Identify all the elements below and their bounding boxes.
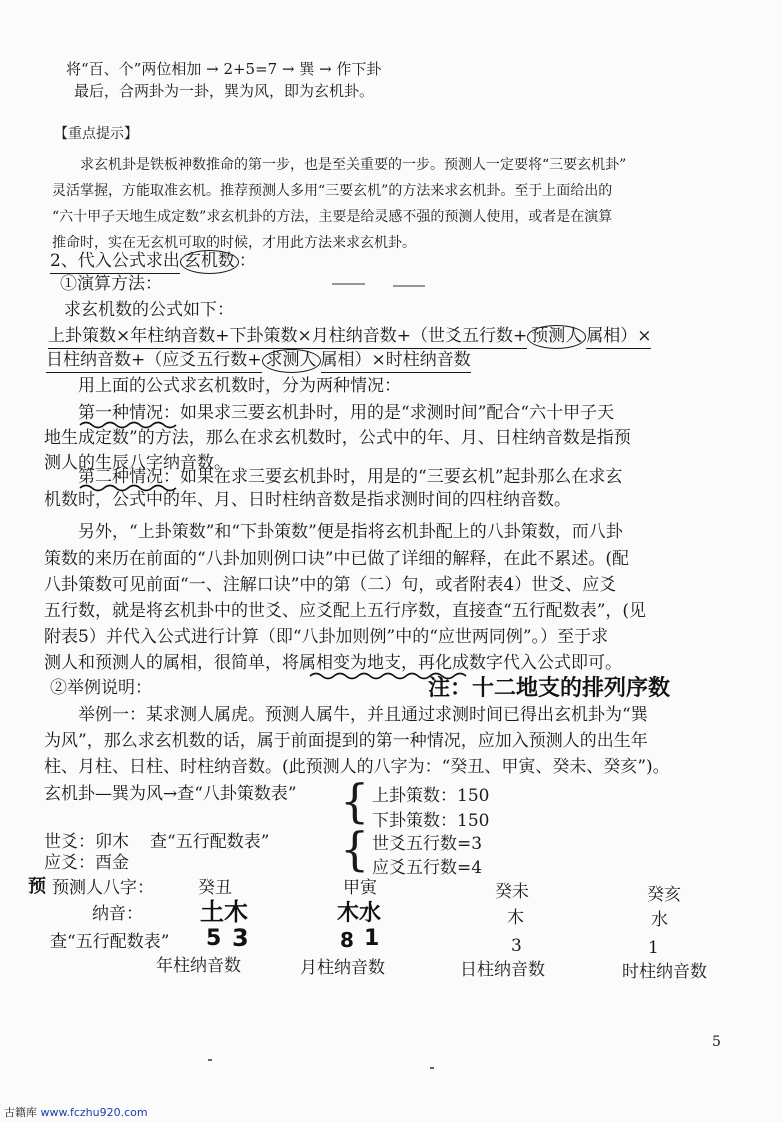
lookup-table-label-2: 查“五行配数表” <box>50 932 170 952</box>
col-label-day: 日柱纳音数 <box>460 960 545 980</box>
pillar-year: 癸丑 <box>198 878 232 898</box>
circled-term: 玄机数 <box>180 250 239 274</box>
lookup-table-label: 查“五行配数表” <box>150 832 270 852</box>
text-line: 为风”，那么求玄机数的话，属于前面提到的第一种情况，应加入预测人的出生年 <box>44 731 648 751</box>
pillar-month: 甲寅 <box>343 878 377 898</box>
formula-part: 属相）× <box>586 326 651 349</box>
text-line: 灵活掌握，方能取准玄机。推荐预测人多用“三要玄机”的方法来求玄机卦。至于上面给出的 <box>52 183 613 199</box>
text-line: 最后，合两卦为一卦，巽为风，即为玄机卦。 <box>74 82 375 100</box>
formula-part: 属相）×时柱纳音数 <box>321 350 471 373</box>
text-line: 五行数，就是将玄机卦中的世爻、应爻配上五行序数，直接查“五行配数表”，(见 <box>44 601 647 621</box>
text-line: 举例一：某求测人属虎。预测人属牛，并且通过求测时间已得出玄机卦为“巽 <box>78 705 648 725</box>
heading-text: 2、代入公式求出 <box>50 251 180 274</box>
ying-yao: 应爻：酉金 <box>44 853 129 873</box>
num-hour: 1 <box>648 938 659 958</box>
site-name: 古籍库 <box>4 1106 37 1119</box>
text-line: 附表5）并代入公式进行计算（即“八卦加则例”中的“应世两同例”。）至于求 <box>44 627 609 647</box>
text-line: 策数的来历在前面的“八卦加则例口诀”中已做了详细的解释，在此不累述。(配 <box>44 549 630 569</box>
handwritten-nayin-month: 木水 <box>337 901 382 926</box>
section-heading: 【重点提示】 <box>54 126 138 142</box>
formula-line-1 <box>48 328 651 345</box>
text-line: 地生成定数”的方法，那么在求玄机数时，公式中的年、月、日柱纳音数是指预 <box>44 428 631 448</box>
bazi-label: 预测人八字： <box>52 878 154 898</box>
text-line: 另外，“上卦策数”和“下卦策数”便是指将玄机卦配上的八卦策数，而八卦 <box>78 522 623 542</box>
handwritten-nayin-year: 土木 <box>200 898 248 926</box>
text-line: 第二种情况：如果在求三要玄机卦时，用是的“三要玄机”起卦那么在求玄 <box>78 467 623 487</box>
text-line: “六十甲子天地生成定数”求玄机卦的方法，主要是给灵感不强的预测人使用，或者是在演算 <box>52 209 613 225</box>
col-label-year: 年柱纳音数 <box>156 956 241 976</box>
lower-trigram-count: 下卦策数：150 <box>372 811 490 831</box>
handwritten-num-month-a: 8 <box>340 928 354 952</box>
circled-term: 预测人 <box>527 325 586 349</box>
pillar-day: 癸未 <box>495 882 529 902</box>
formula-part: 日柱纳音数+（应爻五行数+ <box>46 350 262 373</box>
text-line: 八卦策数可见前面“一、注解口诀”中的第（二）句，或者附表4）世爻、应爻 <box>44 575 617 595</box>
subheading: ②举例说明： <box>50 678 152 698</box>
col-label-hour: 时柱纳音数 <box>622 962 707 982</box>
brace-icon: { <box>340 822 370 876</box>
ying-yao-number: 应爻五行数=4 <box>372 858 483 878</box>
shi-yao-number: 世爻五行数=3 <box>372 834 483 854</box>
handwritten-prefix: 预 <box>28 876 46 897</box>
site-url-link[interactable]: www.fczhu920.com <box>40 1106 148 1119</box>
pillar-hour: 癸亥 <box>647 885 681 905</box>
handwritten-note: 注：十二地支的排列序数 <box>428 676 671 701</box>
handwritten-num-year-a: 5 <box>206 926 222 951</box>
formula-line-2 <box>46 352 471 369</box>
page-number: 5 <box>712 1034 721 1050</box>
text-line: 机数时，公式中的年、月、日时柱纳音数是指求测时间的四柱纳音数。 <box>44 490 571 510</box>
text-line: 求玄机卦是铁板神数推命的第一步，也是至关重要的一步。预测人一定要将“三要玄机卦” <box>80 157 627 173</box>
upper-trigram-count: 上卦策数：150 <box>372 786 490 806</box>
col-label-month: 月柱纳音数 <box>300 958 385 978</box>
nayin-hour: 水 <box>651 910 668 930</box>
handwritten-num-year-b: 3 <box>232 924 249 952</box>
text-line: 第一种情况：如果求三要玄机卦时，用的是“求测时间”配合“六十甲子天 <box>78 403 615 423</box>
text-line: 玄机卦—巽为风→查“八卦策数表” <box>44 784 297 804</box>
circled-term: 求测人 <box>262 349 321 373</box>
section-heading-2 <box>50 253 256 270</box>
subheading: ①演算方法： <box>60 274 162 294</box>
site-footer <box>4 1104 148 1120</box>
nayin-label: 纳音： <box>92 904 143 924</box>
text-line: 将“百、个”两位相加 → 2+5=7 → 巽 → 作下卦 <box>66 60 382 78</box>
handwritten-num-month-b: 1 <box>364 926 380 951</box>
text-line: 求玄机数的公式如下： <box>64 300 234 320</box>
text-line: 测人和预测人的属相，很简单，将属相变为地支，再化成数字代入公式即可。 <box>44 653 622 673</box>
num-day: 3 <box>511 936 522 956</box>
text-line: 推命时，实在无玄机可取的时候，才用此方法来求玄机卦。 <box>52 235 416 251</box>
text-line: 柱、月柱、日柱、时柱纳音数。(此预测人的八字为：“癸丑、甲寅、癸未、癸亥”)。 <box>44 757 670 777</box>
brace-icon: { <box>340 774 370 828</box>
text-line: 用上面的公式求玄机数时，分为两种情况： <box>78 376 401 396</box>
shi-yao: 世爻：卯木 <box>44 832 129 852</box>
heading-colon: ： <box>238 251 256 271</box>
text-line: 测人的生辰八字纳音数。 <box>44 453 231 473</box>
nayin-day: 木 <box>507 908 524 928</box>
formula-part: 上卦策数×年柱纳音数+下卦策数×月柱纳音数+（世爻五行数+ <box>48 326 527 349</box>
wavy-underline-1 <box>80 423 176 428</box>
